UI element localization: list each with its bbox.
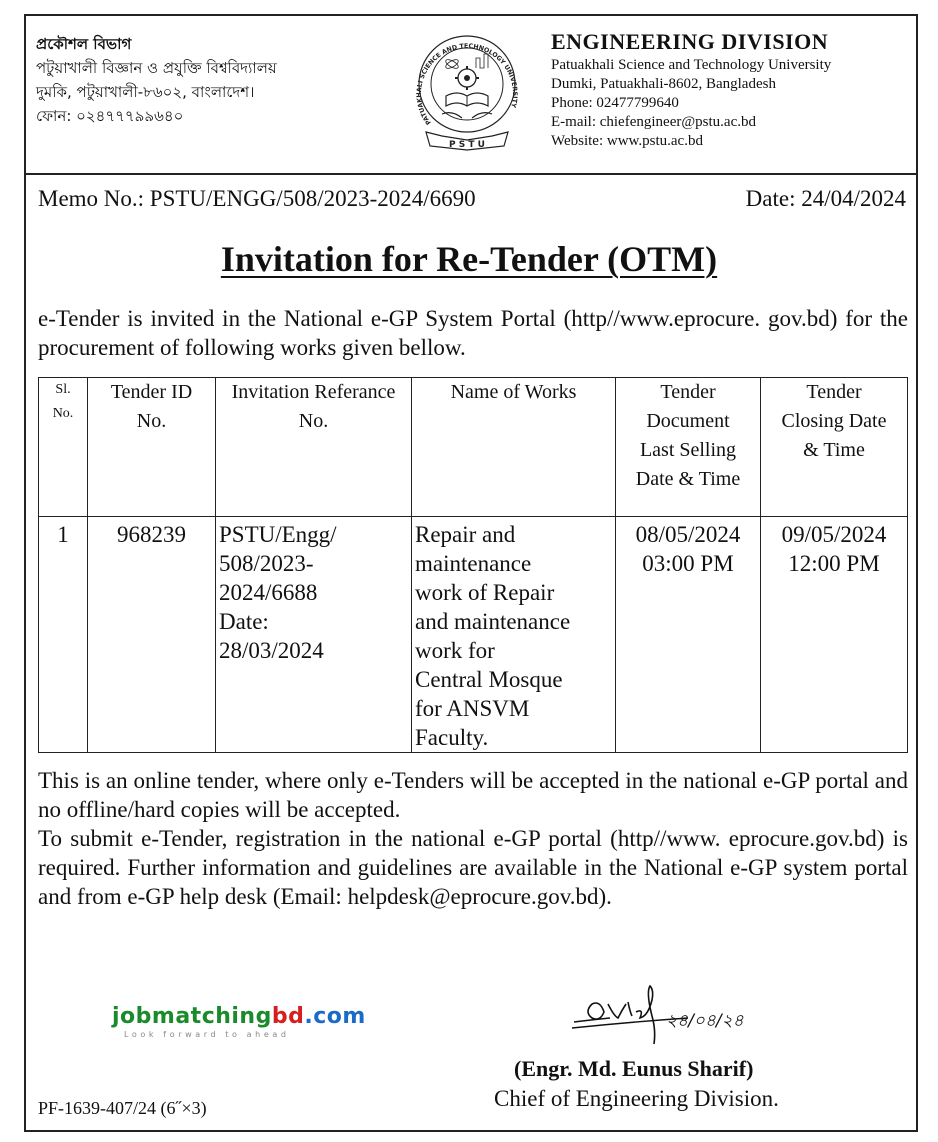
table-row xyxy=(39,517,908,753)
registration-note: To submit e-Tender, registration in the national e-GP portal (http//www. eprocure.gov.bd) is required. Further information and guidelines are available in the National e-GP system portal and from e-GP help desk (Email: helpdesk@eprocure.gov.bd). xyxy=(38,826,908,909)
signature-date: ২৪/০৪/২৪ xyxy=(666,1011,744,1031)
memo-number: Memo No.: PSTU/ENGG/508/2023-2024/6690 xyxy=(38,186,476,211)
col-header-works: Name of Works xyxy=(412,378,616,517)
cell-works: Repair and maintenance work of Repair and maintenance work for Central Mosque for ANSVM Faculty. xyxy=(412,517,616,753)
university-name: Patuakhali Science and Technology University xyxy=(551,57,832,73)
col-header-sl: Sl. No. xyxy=(39,378,88,517)
svg-text:PATUAKHALI SCIENCE AND TECHNOL: PATUAKHALI SCIENCE AND TECHNOLOGY UNIVERSITY xyxy=(415,42,519,126)
col-header-tender-id: Tender ID No. xyxy=(88,378,216,517)
address-line: Dumki, Patuakhali-8602, Bangladesh xyxy=(551,76,776,92)
col-header-closing: Tender Closing Date & Time xyxy=(761,378,908,517)
header-divider xyxy=(24,173,918,175)
signer-name: (Engr. Md. Eunus Sharif) xyxy=(514,1056,754,1081)
bangla-line-2: পটুয়াখালী বিজ্ঞান ও প্রযুক্তি বিশ্ববিদ্যালয় xyxy=(36,59,277,77)
watermark-logo xyxy=(112,1004,366,1040)
signer-designation: Chief of Engineering Division. xyxy=(494,1086,779,1111)
watermark-text: jobmatchingbd.com xyxy=(112,1004,366,1029)
bangla-letterhead xyxy=(36,32,277,128)
cell-closing: 09/05/2024 12:00 PM xyxy=(761,517,908,753)
cell-sl: 1 xyxy=(39,517,88,753)
logo-base-text: P S T U xyxy=(449,140,485,150)
watermark-tagline: Look forward to ahead xyxy=(124,1030,290,1039)
memo-date: Date: 24/04/2024 xyxy=(745,186,906,211)
division-title: ENGINEERING DIVISION xyxy=(551,29,829,54)
tender-table xyxy=(38,377,908,753)
page-title xyxy=(0,238,938,280)
bangla-line-4: ফোন: ০২৪৭৭৭৯৯৬৪০ xyxy=(36,107,184,125)
col-header-doc-selling: Tender Document Last Selling Date & Time xyxy=(616,378,761,517)
page-title-text: Invitation for Re-Tender (OTM) xyxy=(220,239,718,279)
pstu-logo-icon xyxy=(412,26,522,156)
cell-doc-selling: 08/05/2024 03:00 PM xyxy=(616,517,761,753)
online-tender-note: This is an online tender, where only e-Tenders will be accepted in the national e-GP portal and no offline/hard copies will be accepted. xyxy=(38,768,908,822)
publication-code: PF-1639-407/24 (6˝×3) xyxy=(38,1098,207,1118)
phone-line: Phone: 02477799640 xyxy=(551,95,679,111)
bangla-line-1: প্রকৌশল বিভাগ xyxy=(36,35,132,53)
cell-invitation-ref: PSTU/Engg/ 508/2023- 2024/6688 Date: 28/03/2024 xyxy=(216,517,412,753)
intro-paragraph: e-Tender is invited in the National e-GP System Portal (http//www.eprocure. gov.bd) for the procurement of following works given bellow. xyxy=(38,306,908,360)
cell-tender-id: 968239 xyxy=(88,517,216,753)
website-line: Website: www.pstu.ac.bd xyxy=(551,133,703,149)
table-header-row xyxy=(39,378,908,517)
col-header-invitation-ref: Invitation Referance No. xyxy=(216,378,412,517)
bangla-line-3: দুমকি, পটুয়াখালী-৮৬০২, বাংলাদেশ। xyxy=(36,83,255,101)
english-letterhead xyxy=(551,28,831,151)
email-line: E-mail: chiefengineer@pstu.ac.bd xyxy=(551,114,756,130)
handwritten-signature xyxy=(570,982,790,1048)
